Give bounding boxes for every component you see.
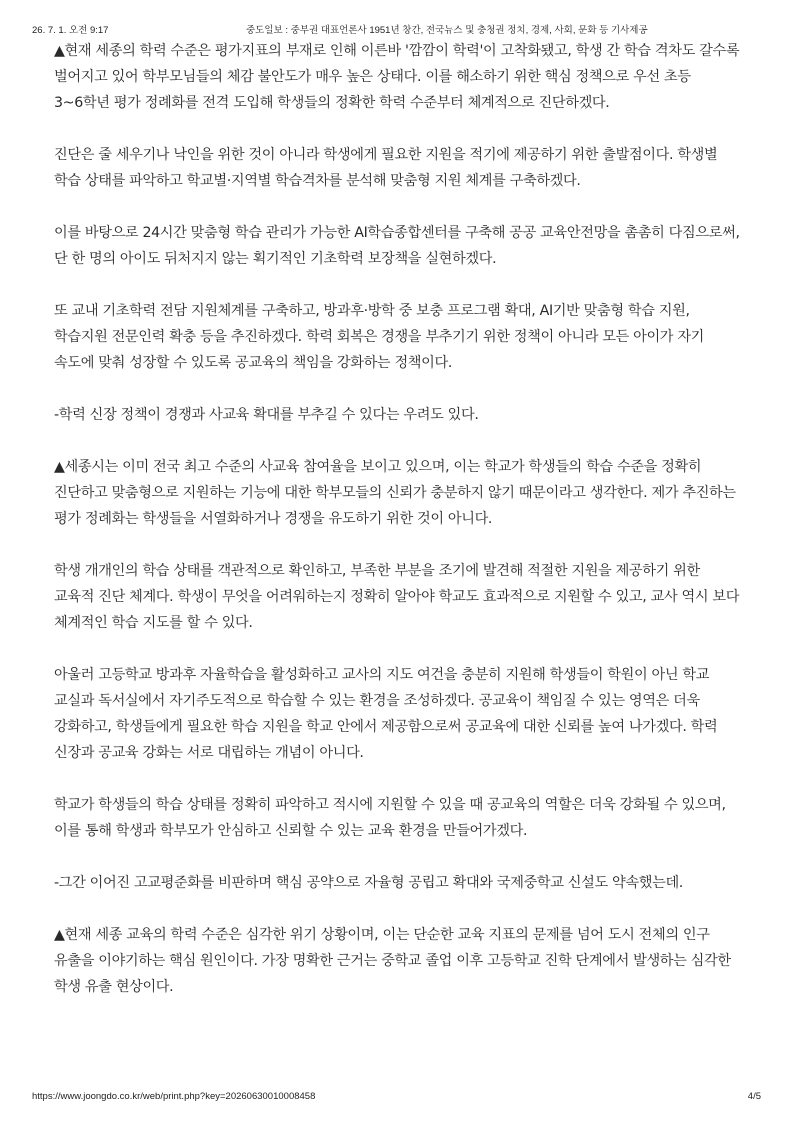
article-paragraph: 또 교내 기초학력 전담 지원체계를 구축하고, 방과후·방학 중 보충 프로그램 확대, AI기반 맞춤형 학습 지원, 학습지원 전문인력 확충 등을 추진하겠다. 학력 회복은 경쟁을 부추기기 위한 정책이 아니라 모든 아이가 자기 속도에 맞춰 성장할 수 있도록 공교육의 책임을 강화하는 정책이다.	[54, 303, 705, 371]
site-title: 중도일보 : 중부권 대표언론사 1951년 창간, 전국뉴스 및 충청권 정치, 경제, 사회, 문화 등 기사제공	[246, 25, 648, 36]
article-paragraph: ▲세종시는 이미 전국 최고 수준의 사교육 참여율을 보이고 있으며, 이는 학교가 학생들의 학습 수준을 정확히 진단하고 맞춤형으로 지원하는 기능에 대한 학부모들의 신뢰가 충분하지 않기 때문이라고 생각한다. 제가 추진하는 평가 정례화는 학생들을 서열화하거나 경쟁을 유도하기 위한 것이 아니다.	[54, 459, 736, 527]
article-paragraph: 아울러 고등학교 방과후 자율학습을 활성화하고 교사의 지도 여건을 충분히 지원해 학생들이 학원이 아닌 학교 교실과 독서실에서 자기주도적으로 학습할 수 있는 환경을 조성하겠다. 공교육이 책임질 수 있는 영역은 더욱 강화하고, 학생들에게 필요한 학습 지원을 학교 안에서 제공함으로써 공교육에 대한 신뢰를 높여 나가겠다. 학력 신장과 공교육 강화는 서로 대립하는 개념이 아니다.	[54, 667, 718, 761]
article-paragraph: 학교가 학생들의 학습 상태를 정확히 파악하고 적시에 지원할 수 있을 때 공교육의 역할은 더욱 강화될 수 있으며, 이를 통해 학생과 학부모가 안심하고 신뢰할 수 있는 교육 환경을 만들어가겠다.	[54, 797, 726, 839]
page-number: 4/5	[747, 1091, 761, 1102]
print-footer	[32, 1091, 761, 1105]
article-body	[54, 38, 744, 1000]
interview-question: -그간 이어진 고교평준화를 비판하며 핵심 공약으로 자율형 공립고 확대와 국제중학교 신설도 약속했는데.	[54, 875, 683, 891]
print-date: 26. 7. 1. 오전 9:17	[32, 25, 109, 36]
print-header	[32, 22, 761, 36]
article-paragraph: 진단은 줄 세우기나 낙인을 위한 것이 아니라 학생에게 필요한 지원을 적기에 제공하기 위한 출발점이다. 학생별 학습 상태를 파악하고 학교별·지역별 학습격차를 분석해 맞춤형 지원 체계를 구축하겠다.	[54, 147, 718, 189]
article-paragraph: 이를 바탕으로 24시간 맞춤형 학습 관리가 가능한 AI학습종합센터를 구축해 공공 교육안전망을 촘촘히 다짐으로써, 단 한 명의 아이도 뒤처지지 않는 획기적인 기초학력 보장책을 실현하겠다.	[54, 225, 740, 267]
article-paragraph: ▲현재 세종 교육의 학력 수준은 심각한 위기 상황이며, 이는 단순한 교육 지표의 문제를 넘어 도시 전체의 인구 유출을 이야기하는 핵심 원인이다. 가장 명확한 근거는 중학교 졸업 이후 고등학교 진학 단계에서 발생하는 심각한 학생 유출 현상이다.	[54, 927, 731, 995]
interview-question: -학력 신장 정책이 경쟁과 사교육 확대를 부추길 수 있다는 우려도 있다.	[54, 407, 479, 423]
article-paragraph: 학생 개개인의 학습 상태를 객관적으로 확인하고, 부족한 부분을 조기에 발견해 적절한 지원을 제공하기 위한 교육적 진단 체계다. 학생이 무엇을 어려워하는지 정확히 알아야 학교도 효과적으로 지원할 수 있고, 교사 역시 보다 체계적인 학습 지도를 할 수 있다.	[54, 563, 740, 631]
article-url-link[interactable]: https://www.joongdo.co.kr/web/print.php?key=20260630010008458	[32, 1091, 316, 1102]
article-paragraph: ▲현재 세종의 학력 수준은 평가지표의 부재로 인해 이른바 '깜깜이 학력'이 고착화됐고, 학생 간 학습 격차도 갈수록 벌어지고 있어 학부모님들의 체감 불안도가 매우 높은 상태다. 이를 해소하기 위한 핵심 정책으로 우선 초등 3~6학년 평가 정례화를 전격 도입해 학생들의 정확한 학력 수준부터 체계적으로 진단하겠다.	[54, 43, 740, 111]
